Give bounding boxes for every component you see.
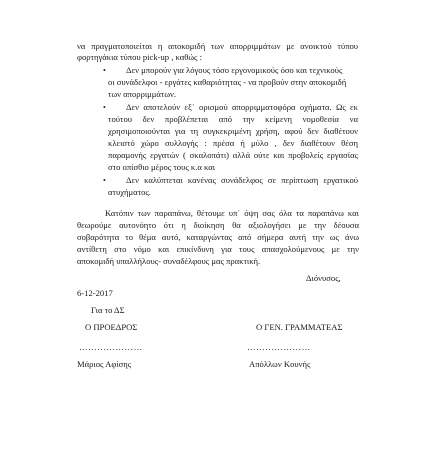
place-label: Διόνυσος, [306, 273, 341, 283]
president-signature-line: ………………… [79, 342, 143, 352]
closing-line-3: σοβαρότητα το θέμα αυτό, καταργώντας από σήμερα αυτή την ως άνω [77, 232, 359, 242]
closing-line-4: αντίθετη στο νόμο και επικίνδυνη για τους απασχολούμενους με την [77, 244, 359, 254]
bullet-3-line-2: ατυχήματος. [108, 187, 151, 197]
closing-line-1: Κατόπιν των παραπάνω, θέτουμε υπ΄ όψη σας όλα τα παραπάνω και [105, 208, 359, 218]
intro-line-1: να πραγματοποιείται η αποκομιδή των απορριμμάτων με ανοικτού τύπου [77, 41, 358, 51]
bullet-3-line-1: Δεν καλύπτεται κανένας συνάδελφος σε περίπτωση εργατικού [126, 175, 358, 185]
closing-line-5: αποκομιδή υπαλλήλους- συναδέλφους μας πρακτική. [77, 256, 261, 266]
secretary-name: Απόλλων Κουνής [249, 359, 311, 369]
intro-line-2: φορτηγάκια τύπου pick-up , καθώς : [77, 52, 202, 62]
closing-line-2: θεωρούμε αυτονόητο ότι η διοίκηση θα αξιολογήσει με την δέουσα [77, 220, 359, 230]
document-date: 6-12-2017 [77, 288, 113, 298]
secretary-title: Ο ΓΕΝ. ΓΡΑΜΜΑΤΕΑΣ [256, 322, 343, 332]
bullet-2-line-5: παραμονής εργατών ( σκαλοπάτι) αλλά ούτε και προβολείς εργασίας [108, 150, 358, 160]
bullet-marker-1: • [103, 66, 106, 75]
bullet-marker-2: • [103, 103, 106, 112]
board-label: Για το ΔΣ [91, 305, 125, 315]
bullet-2-line-6: στο οπίσθιο μέρος τους κ.α και [108, 162, 216, 172]
bullet-2-line-3: χρησιμοποιούνται για τη συγκεκριμένη χρήση, αφού δεν διαθέτουν [108, 126, 358, 136]
secretary-signature-line: ………………… [247, 342, 311, 352]
bullet-2-line-2: τούτου δεν προβλέπεται από την κείμενη νομοθεσία να [108, 114, 358, 124]
bullet-marker-3: • [103, 176, 106, 185]
president-title: Ο ΠΡΟΕΔΡΟΣ [85, 322, 138, 332]
bullet-1-line-2: οι συνάδελφοι - εργάτες καθαριότητας - να προβούν στην αποκομιδή [108, 77, 347, 87]
bullet-1-line-3: των απορριμμάτων. [108, 89, 177, 99]
bullet-2-line-4: κλειστό χώρο συλλογής : πρέσα ή μύλο , δεν διαθέτουν θέση [108, 138, 358, 148]
bullet-1-line-1: Δεν μπορούν για λόγους τόσο εργονομικούς όσο και τεχνικούς [126, 65, 343, 75]
president-name: Μάριος Αφίσης [77, 359, 132, 369]
bullet-2-line-1: Δεν αποτελούν εξ΄ ορισμού απορριμματοφόρα οχήματα. Ως εκ [126, 102, 358, 112]
